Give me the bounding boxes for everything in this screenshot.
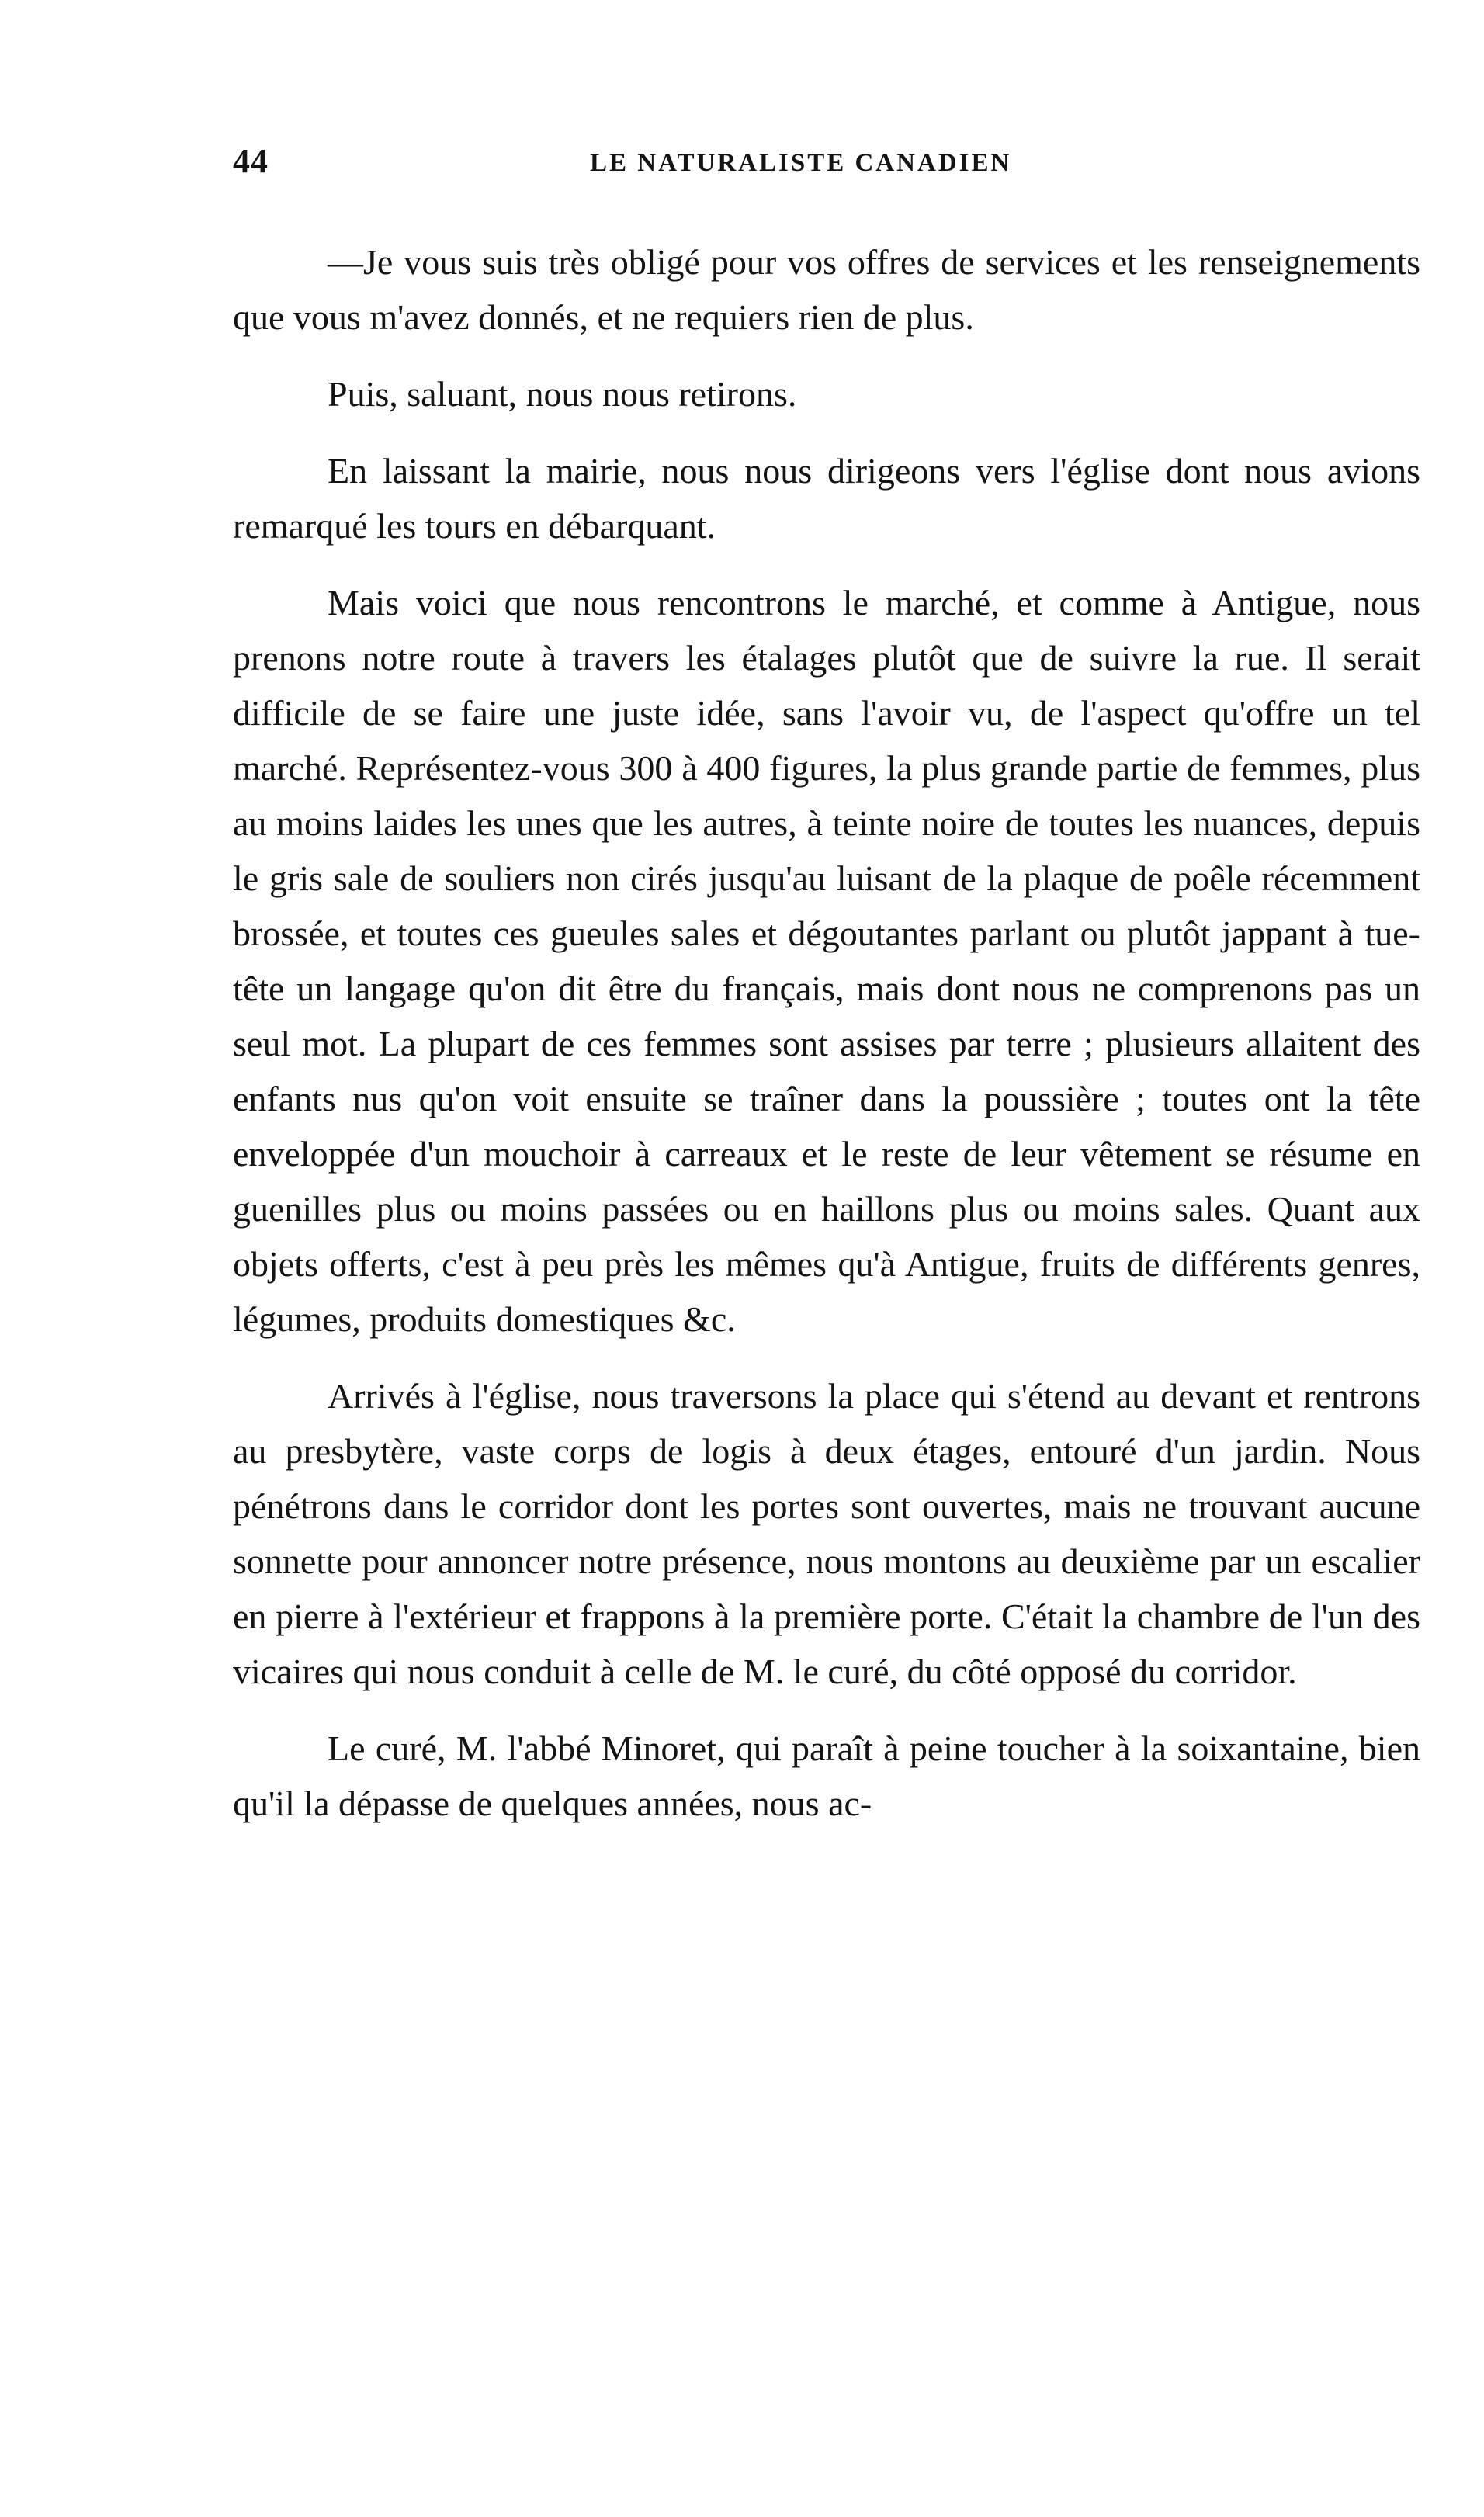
paragraph-cure: Le curé, M. l'abbé Minoret, qui paraît à peine toucher à la soixantaine, bien qu'il la dépasse de quelques années, nous ac- [233,1728,1420,1823]
paragraph-reply: —Je vous suis très obligé pour vos offres de services et les renseignements que vous m'avez donnés, et ne requiers rien de plus. [233,242,1420,337]
body-text [233,234,1420,1831]
journal-title: LE NATURALISTE CANADIEN [590,149,1012,177]
paragraph-departure: Puis, saluant, nous nous retirons. [328,374,797,414]
running-head [233,141,1420,188]
paragraph-presbytery: Arrivés à l'église, nous traversons la place qui s'étend au devant et rentrons au presbytère, vaste corps de logis à deux étages, entouré d'un jardin. Nous pénétrons dans le corridor dont les portes sont ouvertes, mais ne trouvant aucune sonnette pour annoncer notre présence, nous montons au deuxième par un escalier en pierre à l'extérieur et frappons à la première porte. C'était la chambre de l'un des vicaires qui nous conduit à celle de M. le curé, du côté opposé du corridor. [233,1376,1420,1691]
paragraph-market: Mais voici que nous rencontrons le marché, et comme à Antigue, nous prenons notre route à travers les étalages plutôt que de suivre la rue. Il serait difficile de se faire une juste idée, sans l'avoir vu, de l'aspect qu'offre un tel marché. Représentez-vous 300 à 400 figures, la plus grande partie de femmes, plus au moins laides les unes que les autres, à teinte noire de toutes les nuances, depuis le gris sale de souliers non cirés jusqu'au luisant de la plaque de poêle récemment brossée, et toutes ces gueules sales et dégoutantes parlant ou plutôt jappant à tue-tête un langage qu'on dit être du français, mais dont nous ne comprenons pas un seul mot. La plupart de ces femmes sont assises par terre ; plusieurs allaitent des enfants nus qu'on voit ensuite se traîner dans la poussière ; toutes ont la tête enveloppée d'un mouchoir à carreaux et le reste de leur vêtement se résume en guenilles plus ou moins passées ou en haillons plus ou moins sales. Quant aux objets offerts, c'est à peu près les mêmes qu'à Antigue, fruits de différents genres, légumes, produits domestiques &c. [233,583,1420,1339]
page-number: 44 [233,142,269,180]
paragraph-church: En laissant la mairie, nous nous dirigeons vers l'église dont nous avions remarqué les tours en débarquant. [233,451,1420,546]
